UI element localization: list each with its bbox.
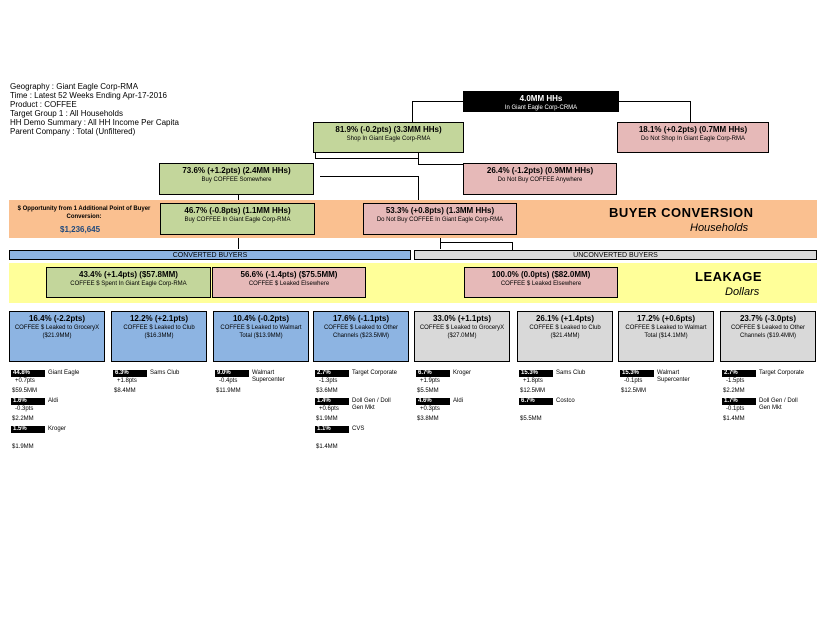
node-subtitle: Buy COFFEE Somewhere — [201, 177, 272, 183]
target-group-label: Target Group 1 : All Households — [10, 109, 123, 118]
no-shop-node — [617, 122, 769, 153]
buyer-conversion-subtitle: Households — [690, 222, 749, 234]
retailer-name: CVS — [352, 426, 365, 432]
share-chip: 1.1% — [315, 426, 349, 433]
shop-node — [313, 122, 464, 153]
channel-box — [414, 311, 510, 362]
share-change: -0.3pts — [15, 406, 34, 412]
no-buy-in-store-node — [363, 203, 517, 235]
node-subtitle: Buy COFFEE In Giant Eagle Corp-RMA — [184, 217, 291, 223]
channel-title: 17.6% (-1.1pts) — [332, 314, 390, 323]
share-chip: 6.7% — [416, 370, 450, 377]
opportunity-label: $ Opportunity from 1 Additional Point of Buyer Conversion: — [17, 206, 151, 220]
channel-subtitle: COFFEE $ Leaked to Other Channels ($19.4MM) — [730, 325, 806, 339]
dollar-amount: $8.4MM — [114, 388, 136, 394]
channel-title: 26.1% (+1.4pts) — [535, 314, 595, 323]
retailer-name: Doll Gen / Doll Gen Mkt — [352, 398, 391, 411]
share-chip: 1.7% — [722, 398, 756, 405]
channel-box — [517, 311, 613, 362]
retailer-name: Sams Club — [556, 370, 586, 376]
dollar-amount: $1.4MM — [723, 416, 745, 422]
share-change: -0.1pts — [726, 406, 745, 412]
channel-subtitle: COFFEE $ Leaked to Walmart Total ($14.1MM) — [625, 325, 707, 339]
node-title: 46.7% (-0.8pts) (1.1MM HHs) — [184, 206, 291, 215]
spent-in-store-node — [46, 267, 211, 298]
dollar-amount: $3.6MM — [316, 388, 338, 394]
time-label: Time : Latest 52 Weeks Ending Apr-17-2016 — [10, 91, 167, 100]
dollar-amount: $12.5MM — [621, 388, 647, 394]
share-change: +0.7pts — [15, 378, 35, 384]
opportunity-value: $1,236,645 — [60, 225, 101, 234]
leakage-title: LEAKAGE — [695, 269, 763, 284]
channel-title: 17.2% (+0.6pts) — [636, 314, 696, 323]
share-chip: 2.7% — [722, 370, 756, 377]
demo-summary-label: HH Demo Summary : All HH Income Per Capita — [10, 118, 179, 127]
unconverted-leaked-node — [464, 267, 618, 298]
channel-subtitle: COFFEE $ Leaked to Walmart Total ($13.9MM) — [220, 325, 302, 339]
node-subtitle: Do Not Buy COFFEE In Giant Eagle Corp-RMA — [376, 217, 504, 223]
channel-subtitle: COFFEE $ Leaked to Club ($21.4MM) — [529, 325, 601, 339]
total-households-node — [463, 91, 619, 112]
node-title: 53.3% (+0.8pts) (1.3MM HHs) — [385, 206, 495, 215]
leaked-elsewhere-node — [212, 267, 366, 298]
share-change: -1.3pts — [319, 378, 338, 384]
share-chip: 15.3% — [620, 370, 654, 377]
dollar-amount: $59.5MM — [12, 388, 38, 394]
buyer-conversion-title: BUYER CONVERSION — [609, 205, 754, 220]
share-chip: 1.5% — [11, 426, 45, 433]
geography-label: Geography : Giant Eagle Corp-RMA — [10, 82, 139, 91]
dollar-amount: $2.2MM — [723, 388, 745, 394]
retailer-name: Aldi — [453, 398, 464, 404]
share-change: +1.8pts — [117, 378, 137, 384]
share-chip: 1.4% — [315, 398, 349, 405]
channel-title: 33.0% (+1.1pts) — [432, 314, 492, 323]
share-change: -0.1pts — [624, 378, 643, 384]
unconverted-buyers-header: UNCONVERTED BUYERS — [414, 250, 817, 260]
node-title: 73.6% (+1.2pts) (2.4MM HHs) — [182, 166, 291, 175]
channel-title: 23.7% (-3.0pts) — [739, 314, 797, 323]
channel-box — [111, 311, 207, 362]
channel-box — [9, 311, 105, 362]
buy-in-store-node — [160, 203, 315, 235]
share-chip: 1.6% — [11, 398, 45, 405]
retailer-name: Target Corporate — [352, 370, 398, 376]
dollar-amount: $5.5MM — [417, 388, 439, 394]
share-change: +0.3pts — [420, 406, 440, 412]
share-change: +1.8pts — [523, 378, 543, 384]
channel-title: 12.2% (+2.1pts) — [129, 314, 189, 323]
report-metadata — [10, 82, 179, 136]
share-chip: 6.7% — [519, 398, 553, 405]
node-subtitle: COFFEE $ Leaked Elsewhere — [500, 281, 582, 287]
dollar-amount: $5.5MM — [520, 416, 542, 422]
channel-subtitle: COFFEE $ Leaked to GroceryX ($21.9MM) — [14, 325, 100, 339]
channel-subtitle: COFFEE $ Leaked to Club ($16.3MM) — [123, 325, 195, 339]
node-subtitle: Do Not Buy COFFEE Anywhere — [497, 177, 583, 183]
retailer-name: Doll Gen / Doll Gen Mkt — [759, 398, 798, 411]
node-subtitle: Do Not Shop In Giant Eagle Corp-RMA — [640, 136, 746, 142]
node-title: 81.9% (-0.2pts) (3.3MM HHs) — [335, 125, 442, 134]
channel-box — [720, 311, 816, 362]
share-change: +0.6pts — [319, 406, 339, 412]
node-title: 100.0% (0.0pts) ($82.0MM) — [491, 270, 591, 279]
share-chip: 9.0% — [215, 370, 249, 377]
retailer-name: Walmart Supercenter — [252, 370, 285, 383]
channel-title: 10.4% (-0.2pts) — [232, 314, 290, 323]
node-title: 26.4% (-1.2pts) (0.9MM HHs) — [486, 166, 594, 175]
retailer-name: Sams Club — [150, 370, 180, 376]
share-chip: 6.3% — [113, 370, 147, 377]
dollar-amount: $1.4MM — [316, 444, 338, 450]
channel-box — [213, 311, 309, 362]
dollar-amount: $2.2MM — [12, 416, 34, 422]
channel-subtitle: COFFEE $ Leaked to Other Channels ($23.5MM) — [323, 325, 399, 339]
leakage-subtitle: Dollars — [725, 286, 760, 298]
parent-company-label: Parent Company : Total (Unfiltered) — [10, 127, 136, 136]
node-title: 56.6% (-1.4pts) ($75.5MM) — [240, 270, 338, 279]
dollar-amount: $1.9MM — [12, 444, 34, 450]
share-change: -1.5pts — [726, 378, 745, 384]
retailer-name: Costco — [556, 398, 575, 404]
no-buy-node — [463, 163, 617, 195]
share-chip: 4.6% — [416, 398, 450, 405]
node-subtitle: COFFEE $ Leaked Elsewhere — [248, 281, 330, 287]
node-subtitle: Shop In Giant Eagle Corp-RMA — [346, 136, 431, 142]
retailer-name: Giant Eagle — [48, 370, 80, 376]
retailer-name: Walmart Supercenter — [657, 370, 690, 383]
node-subtitle: COFFEE $ Spent In Giant Eagle Corp-RMA — [70, 281, 187, 287]
retailer-name: Target Corporate — [759, 370, 805, 376]
share-change: -0.4pts — [219, 378, 238, 384]
node-subtitle: In Giant Eagle Corp-CRMA — [504, 105, 578, 111]
channel-title: 16.4% (-2.2pts) — [28, 314, 86, 323]
retailer-name: Kroger — [453, 370, 472, 376]
retailer-name: Aldi — [48, 398, 59, 404]
share-chip: 44.8% — [11, 370, 45, 377]
node-title: 43.4% (+1.4pts) ($57.8MM) — [79, 270, 178, 279]
node-title: 18.1% (+0.2pts) (0.7MM HHs) — [638, 125, 748, 134]
buy-somewhere-node — [159, 163, 314, 195]
dollar-amount: $1.9MM — [316, 416, 338, 422]
dollar-amount: $11.9MM — [216, 388, 241, 394]
channel-box — [618, 311, 714, 362]
converted-buyers-header: CONVERTED BUYERS — [9, 250, 411, 260]
node-title: 4.0MM HHs — [519, 94, 563, 103]
product-label: Product : COFFEE — [10, 100, 77, 109]
share-chip: 2.7% — [315, 370, 349, 377]
channel-subtitle: COFFEE $ Leaked to GroceryX ($27.0MM) — [419, 325, 505, 339]
dollar-amount: $3.8MM — [417, 416, 439, 422]
channel-box — [313, 311, 409, 362]
dollar-amount: $12.5MM — [520, 388, 546, 394]
share-chip: 15.3% — [519, 370, 553, 377]
retailer-name: Kroger — [48, 426, 67, 432]
share-change: +1.9pts — [420, 378, 440, 384]
